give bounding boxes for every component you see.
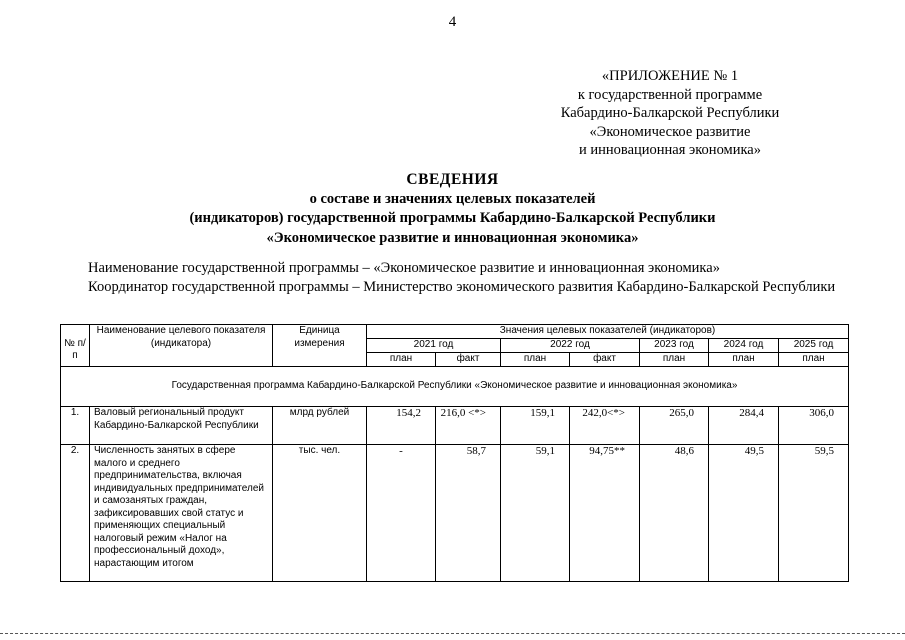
header-year-2021: 2021 год [367, 339, 501, 353]
row-num: 2. [61, 445, 90, 582]
header-plan: план [779, 353, 849, 367]
value-2025-plan: 306,0 [779, 407, 849, 445]
header-plan: план [709, 353, 779, 367]
page-number: 4 [448, 14, 457, 30]
value-2022-fact: 242,0<*> [570, 407, 640, 445]
row-indicator-name: Валовый региональный продукт Кабардино-Балкарской Республики [90, 407, 273, 445]
appendix-line: Кабардино-Балкарской Республики [560, 105, 780, 121]
header-year-2023: 2023 год [640, 339, 709, 353]
header-fact: факт [436, 353, 501, 367]
heading-line: о составе и значениях целевых показателей [309, 190, 596, 207]
coordinator-paragraph: Координатор государственной программы – Министерство экономического развития Кабардино-Балкарской Республики [88, 279, 836, 295]
appendix-line: «ПРИЛОЖЕНИЕ № 1 [601, 68, 739, 84]
document-title: СВЕДЕНИЯ [406, 171, 499, 188]
appendix-line: к государственной программе [577, 86, 763, 103]
value-2021-fact: 58,7 [436, 445, 501, 582]
header-plan: план [640, 353, 709, 367]
header-year-2025: 2025 год [779, 339, 849, 353]
value-2024-plan: 49,5 [709, 445, 779, 582]
value-2021-plan: - [367, 445, 436, 582]
header-plan: план [367, 353, 436, 367]
value-2023-plan: 48,6 [640, 445, 709, 582]
indicators-table [60, 324, 849, 582]
program-name-paragraph: Наименование государственной программы – «Экономическое развитие и инновационная экономика» [88, 260, 720, 276]
value-2022-fact: 94,75** [570, 445, 640, 582]
heading-line: «Экономическое развитие и инновационная экономика» [266, 229, 639, 246]
value-2022-plan: 159,1 [501, 407, 570, 445]
program-row: Государственная программа Кабардино-Балкарской Республики «Экономическое развитие и инновационная экономика» [61, 367, 849, 407]
header-values-group: Значения целевых показателей (индикаторов) [367, 325, 849, 339]
value-2022-plan: 59,1 [501, 445, 570, 582]
value-2021-fact: 216,0 <*> [436, 407, 501, 445]
header-num: № п/п [61, 325, 90, 367]
header-fact: факт [570, 353, 640, 367]
value-2025-plan: 59,5 [779, 445, 849, 582]
header-plan: план [501, 353, 570, 367]
header-year-2024: 2024 год [709, 339, 779, 353]
value-2024-plan: 284,4 [709, 407, 779, 445]
value-2021-plan: 154,2 [367, 407, 436, 445]
table-row [61, 445, 849, 582]
header-indicator: Наименование целевого показателя (индикатора) [90, 325, 273, 367]
header-unit: Единица измерения [273, 325, 367, 367]
document-heading [0, 170, 905, 248]
header-year-2022: 2022 год [501, 339, 640, 353]
row-num: 1. [61, 407, 90, 445]
table-row [61, 407, 849, 445]
appendix-block [560, 67, 780, 160]
page-bottom-divider [0, 633, 905, 635]
value-2023-plan: 265,0 [640, 407, 709, 445]
row-unit: млрд рублей [273, 407, 367, 445]
appendix-line: «Экономическое развитие [589, 123, 751, 140]
row-unit: тыс. чел. [273, 445, 367, 582]
heading-line: (индикаторов) государственной программы Кабардино-Балкарской Республики [189, 210, 716, 226]
appendix-line: и инновационная экономика» [579, 142, 761, 158]
row-indicator-name: Численность занятых в сфере малого и среднего предпринимательства, включая индивидуальных предпринимателей и самозанятых граждан, зафиксировавших свой статус и применяющих специальный налоговый режим «Налог на профессиональный доход», нарастающим итогом [90, 445, 273, 582]
